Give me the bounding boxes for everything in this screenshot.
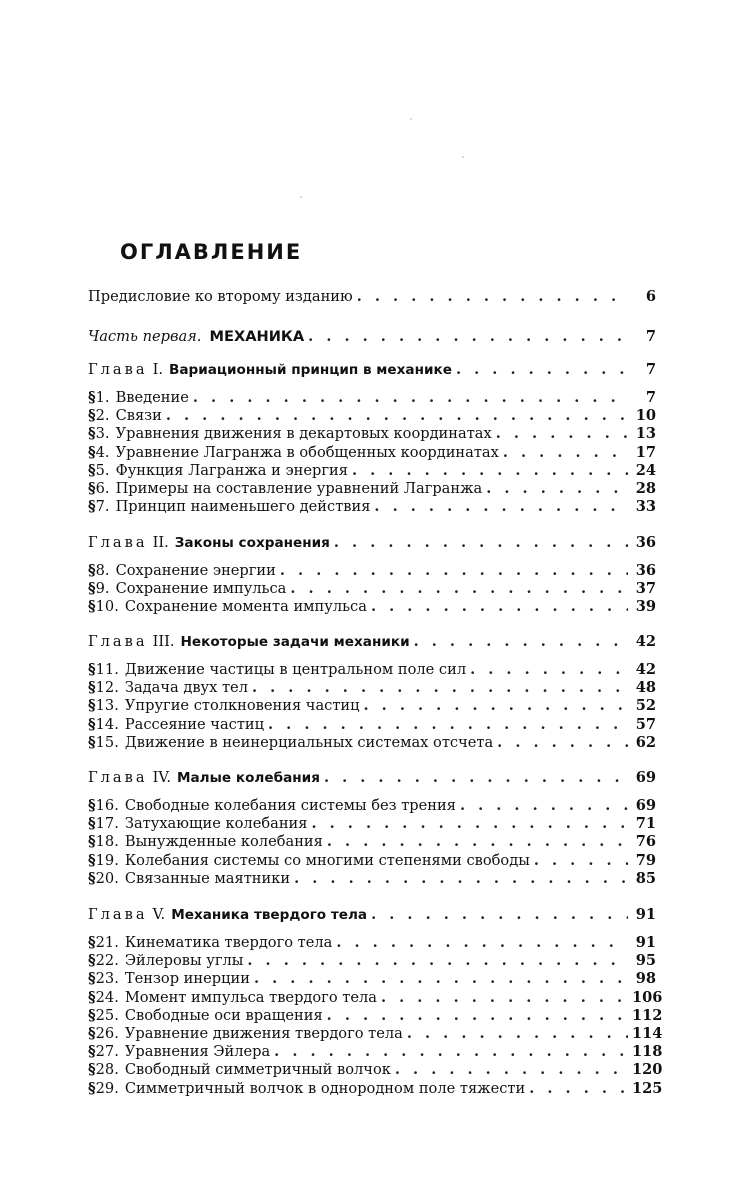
page-number: 6: [645, 288, 656, 305]
section-title: Сохранение импульса: [115, 580, 287, 598]
dot-leader: [193, 389, 628, 407]
toc-entry-section[interactable]: [88, 480, 656, 498]
toc-entry-section[interactable]: [88, 833, 656, 851]
section-title: Движение частицы в центральном поле сил: [124, 661, 467, 678]
toc-entry-section[interactable]: [88, 1043, 663, 1061]
section-title: Уравнения Эйлера: [124, 1043, 271, 1061]
section-sign: §: [88, 1006, 96, 1024]
section-number: 8.: [95, 562, 110, 579]
section-number: 11.: [95, 661, 119, 678]
section-number: 13.: [95, 697, 119, 715]
chapter-word: Глава: [88, 633, 148, 650]
toc-entry-section[interactable]: [88, 1079, 663, 1098]
section-number: 1.: [95, 389, 110, 406]
section-number: 12.: [95, 679, 119, 697]
section-title: Упругие столкновения частиц: [124, 697, 360, 715]
page-number: 33: [635, 498, 656, 516]
paper-speck: [410, 118, 412, 120]
chapter-word: Глава: [88, 769, 148, 786]
dot-leader: [294, 870, 628, 888]
section-sign: §: [88, 480, 96, 497]
toc-entry-section[interactable]: [88, 815, 656, 833]
dot-leader: [334, 534, 628, 552]
toc-entry-section[interactable]: [88, 498, 656, 516]
page-number: 52: [635, 697, 656, 715]
page-number: 91: [635, 906, 656, 923]
dot-leader: [460, 797, 628, 815]
page-number: 28: [635, 480, 656, 497]
section-number: 29.: [95, 1079, 119, 1097]
toc-entry-section[interactable]: [88, 661, 656, 679]
section-title: Кинематика твердого тела: [124, 934, 333, 951]
toc-entry-section[interactable]: [88, 598, 656, 616]
section-title: Уравнение Лагранжа в обобщенных координатах: [115, 443, 499, 461]
dot-leader: [311, 815, 628, 833]
section-sign: §: [88, 1079, 96, 1097]
page-number: 39: [635, 598, 656, 616]
dot-leader: [371, 906, 628, 924]
toc-entry-section[interactable]: [88, 934, 656, 952]
toc-entry-section[interactable]: [88, 870, 656, 888]
section-number: 14.: [95, 715, 119, 733]
section-title: Свободные оси вращения: [124, 1006, 323, 1024]
page-number: 36: [635, 562, 656, 579]
section-title: Примеры на составление уравнений Лагранжа: [115, 480, 483, 497]
section-title: Уравнение движения твердого тела: [124, 1025, 403, 1042]
section-number: 16.: [95, 797, 119, 814]
page-number: 98: [635, 970, 656, 988]
dot-leader: [534, 852, 628, 870]
chapter-number: III.: [152, 633, 175, 650]
dot-leader: [324, 769, 628, 787]
section-title: Свободный симметричный волчок: [124, 1061, 391, 1079]
page-number: 95: [635, 952, 656, 970]
dot-leader: [470, 661, 628, 679]
section-title: Вынужденные колебания: [124, 833, 323, 851]
section-sign: §: [88, 988, 96, 1006]
section-title: Рассеяние частиц: [124, 715, 265, 733]
chapter-title: Некоторые задачи механики: [180, 634, 410, 650]
toc-entry-chapter[interactable]: [88, 769, 656, 787]
paper-speck: [462, 156, 464, 158]
dot-leader: [280, 562, 628, 580]
section-title: Момент импульса твердого тела: [124, 988, 377, 1006]
section-number: 17.: [95, 815, 119, 833]
page-number: 7: [645, 328, 656, 345]
page-number: 85: [635, 869, 656, 887]
dot-leader: [371, 598, 628, 616]
section-sign: §: [88, 562, 96, 579]
section-number: 6.: [95, 480, 110, 497]
section-title: Сохранение момента импульса: [124, 598, 367, 616]
page-number: 91: [635, 934, 656, 951]
chapter-word: Глава: [88, 534, 148, 551]
section-title: Связи: [115, 407, 162, 425]
preface-title: Предисловие ко второму изданию: [88, 288, 353, 305]
section-number: 4.: [95, 443, 110, 461]
toc-entry-section[interactable]: [88, 988, 663, 1007]
toc-entry-chapter[interactable]: [88, 633, 656, 651]
section-number: 21.: [95, 934, 119, 951]
page-number: 7: [645, 361, 656, 378]
section-sign: §: [88, 389, 96, 406]
dot-leader: [496, 425, 628, 443]
page-number: 118: [632, 1043, 663, 1061]
chapter-title: Законы сохранения: [174, 535, 330, 551]
section-sign: §: [88, 797, 96, 814]
page-number: 42: [635, 633, 656, 650]
toc-entry-section[interactable]: [88, 407, 656, 425]
toc-entry-chapter[interactable]: [88, 906, 656, 924]
toc-entry-section[interactable]: [88, 562, 656, 580]
section-sign: §: [88, 1061, 96, 1079]
dot-leader: [357, 288, 628, 306]
chapter-title: Малые колебания: [176, 770, 320, 786]
section-sign: §: [88, 425, 96, 443]
page-number: 13: [635, 425, 656, 443]
part-label: Часть первая.: [88, 328, 202, 345]
page-number: 10: [635, 407, 656, 425]
section-sign: §: [88, 869, 96, 887]
dot-leader: [274, 1043, 628, 1061]
chapter-number: V.: [152, 906, 166, 923]
section-number: 10.: [95, 598, 119, 616]
chapter-title: Вариационный принцип в механике: [168, 362, 452, 378]
toc-entry-section[interactable]: [88, 797, 656, 815]
section-sign: §: [88, 498, 96, 516]
section-title: Симметричный волчок в однородном поле тяжести: [124, 1079, 526, 1097]
section-number: 19.: [95, 851, 119, 869]
section-title: Свободные колебания системы без трения: [124, 797, 456, 814]
page-number: 120: [632, 1061, 663, 1079]
section-sign: §: [88, 1025, 96, 1042]
page-number: 114: [632, 1025, 663, 1042]
page-number: 69: [635, 769, 656, 786]
section-sign: §: [88, 952, 96, 970]
dot-leader: [414, 633, 628, 651]
page-number: 106: [632, 988, 663, 1006]
section-title: Введение: [115, 389, 189, 406]
section-title: Эйлеровы углы: [124, 952, 244, 970]
page-number: 17: [635, 443, 656, 461]
section-number: 20.: [95, 869, 119, 887]
section-sign: §: [88, 934, 96, 951]
section-sign: §: [88, 1043, 96, 1061]
section-number: 25.: [95, 1006, 119, 1024]
section-number: 2.: [95, 407, 110, 425]
dot-leader: [327, 1007, 628, 1025]
dot-leader: [486, 480, 628, 498]
section-number: 15.: [95, 733, 119, 751]
page-number: 48: [635, 679, 656, 697]
dot-leader: [395, 1061, 628, 1079]
section-number: 9.: [95, 580, 110, 598]
dot-leader: [254, 970, 628, 988]
toc-entry-section[interactable]: [88, 716, 656, 734]
section-title: Колебания системы со многими степенями свободы: [124, 851, 530, 869]
toc-entry-section[interactable]: [88, 462, 656, 480]
page-number: 125: [632, 1079, 663, 1097]
section-sign: §: [88, 715, 96, 733]
dot-leader: [497, 734, 628, 752]
page-number: 57: [635, 715, 656, 733]
section-title: Тензор инерции: [124, 970, 250, 988]
dot-leader: [407, 1025, 628, 1043]
section-sign: §: [88, 407, 96, 425]
dot-leader: [327, 833, 628, 851]
section-title: Функция Лагранжа и энергия: [115, 461, 348, 479]
section-sign: §: [88, 443, 96, 461]
section-title: Затухающие колебания: [124, 815, 308, 833]
section-sign: §: [88, 833, 96, 851]
toc-entry-part[interactable]: [88, 328, 656, 346]
section-sign: §: [88, 461, 96, 479]
page-number: 71: [635, 815, 656, 833]
chapter-word: Глава: [88, 906, 148, 923]
toc-entry-section[interactable]: [88, 679, 656, 697]
section-sign: §: [88, 580, 96, 598]
dot-leader: [364, 697, 628, 715]
chapter-number: I.: [152, 361, 163, 378]
dot-leader: [247, 952, 628, 970]
section-number: 24.: [95, 988, 119, 1006]
section-number: 27.: [95, 1043, 119, 1061]
toc-entry-chapter[interactable]: [88, 534, 656, 552]
section-number: 23.: [95, 970, 119, 988]
section-number: 18.: [95, 833, 119, 851]
dot-leader: [374, 498, 628, 516]
dot-leader: [529, 1080, 628, 1098]
part-title: МЕХАНИКА: [209, 328, 305, 345]
chapter-word: Глава: [88, 361, 148, 378]
section-sign: §: [88, 733, 96, 751]
toc-entry-section[interactable]: [88, 852, 656, 870]
section-title: Уравнения движения в декартовых координатах: [115, 425, 492, 443]
toc-entry-section[interactable]: [88, 389, 656, 407]
section-sign: §: [88, 815, 96, 833]
section-number: 28.: [95, 1061, 119, 1079]
page-number: 79: [635, 851, 656, 869]
toc-entry-section[interactable]: [88, 1006, 663, 1025]
toc-entry-section[interactable]: [88, 1061, 663, 1079]
chapter-number: II.: [152, 534, 169, 551]
section-number: 3.: [95, 425, 110, 443]
toc-entry-section[interactable]: [88, 697, 656, 715]
page-number: 76: [635, 833, 656, 851]
page-number: 69: [635, 797, 656, 814]
toc-entry-section[interactable]: [88, 952, 656, 970]
page-number: 37: [635, 580, 656, 598]
section-sign: §: [88, 851, 96, 869]
toc-entry-section[interactable]: [88, 425, 656, 443]
section-title: Сохранение энергии: [115, 562, 276, 579]
page-number: 36: [635, 534, 656, 551]
section-title: Задача двух тел: [124, 679, 248, 697]
section-number: 26.: [95, 1025, 119, 1042]
section-sign: §: [88, 697, 96, 715]
toc-entry-section[interactable]: [88, 444, 656, 462]
dot-leader: [456, 361, 628, 379]
section-number: 22.: [95, 952, 119, 970]
paper-speck: [300, 196, 302, 198]
dot-leader: [268, 716, 628, 734]
dot-leader: [252, 679, 628, 697]
page-number: 62: [635, 733, 656, 751]
toc-entry-section[interactable]: [88, 970, 656, 988]
toc-entry-chapter[interactable]: [88, 361, 656, 379]
toc-entry-preface[interactable]: [88, 288, 656, 306]
page-number: 112: [632, 1006, 663, 1024]
dot-leader: [503, 444, 628, 462]
chapter-number: IV.: [152, 769, 171, 786]
section-sign: §: [88, 970, 96, 988]
section-title: Принцип наименьшего действия: [115, 498, 371, 516]
toc-entry-section[interactable]: [88, 1025, 663, 1043]
dot-leader: [308, 328, 628, 346]
page-number: 7: [645, 389, 656, 406]
chapter-title: Механика твердого тела: [171, 907, 368, 923]
page-number: 24: [635, 461, 656, 479]
toc-title: ОГЛАВЛЕНИЕ: [120, 240, 303, 264]
toc-entry-section[interactable]: [88, 580, 656, 598]
section-sign: §: [88, 598, 96, 616]
section-sign: §: [88, 679, 96, 697]
dot-leader: [290, 580, 628, 598]
page-number: 42: [635, 661, 656, 678]
dot-leader: [381, 989, 628, 1007]
section-title: Движение в неинерциальных системах отсчета: [124, 733, 494, 751]
dot-leader: [352, 462, 628, 480]
section-sign: §: [88, 661, 96, 678]
section-number: 7.: [95, 498, 110, 516]
section-number: 5.: [95, 461, 110, 479]
dot-leader: [336, 934, 628, 952]
dot-leader: [166, 407, 628, 425]
section-title: Связанные маятники: [124, 869, 291, 887]
toc-entry-section[interactable]: [88, 734, 656, 752]
